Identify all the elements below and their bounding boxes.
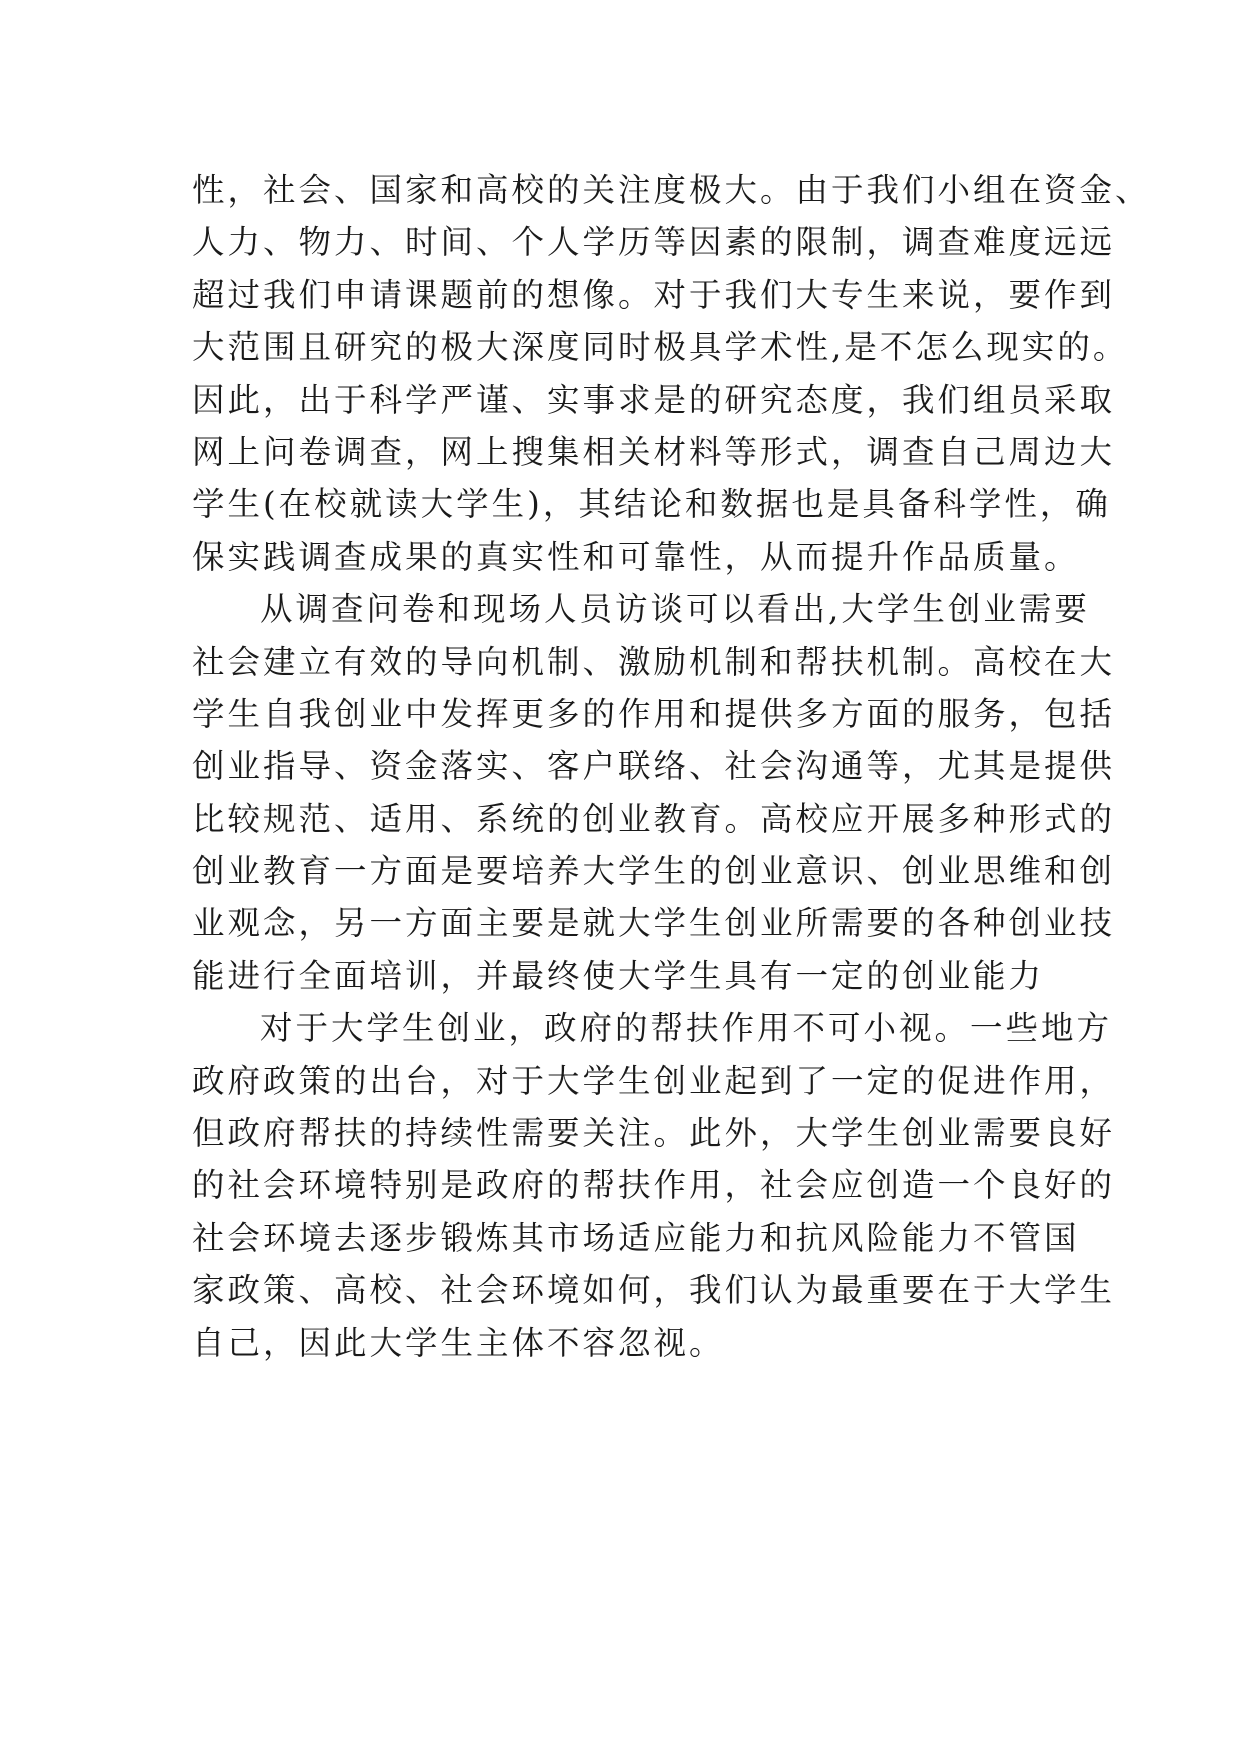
text-line: 性，社会、国家和高校的关注度极大。由于我们小组在资金、 bbox=[192, 171, 1151, 209]
text-line: 创业教育一方面是要培养大学生的创业意识、创业思维和创 bbox=[192, 852, 1116, 891]
text-line: 政府政策的出台，对于大学生创业起到了一定的促进作用， bbox=[192, 1061, 1116, 1100]
text-line: 能进行全面培训，并最终使大学生具有一定的创业能力 bbox=[192, 956, 1045, 995]
text-line: 学生(在校就读大学生)，其结论和数据也是具备科学性，确 bbox=[192, 485, 1111, 524]
paragraph-2 bbox=[192, 583, 1116, 1002]
text-line: 但政府帮扶的持续性需要关注。此外，大学生创业需要良好 bbox=[192, 1114, 1116, 1153]
text-line: 业观念，另一方面主要是就大学生创业所需要的各种创业技 bbox=[192, 904, 1116, 943]
text-line: 社会环境去逐步锻炼其市场适应能力和抗风险能力不管国 bbox=[192, 1218, 1080, 1257]
text-line: 自己，因此大学生主体不容忽视。 bbox=[192, 1323, 725, 1362]
text-line: 超过我们申请课题前的想像。对于我们大专生来说，要作到 bbox=[192, 275, 1116, 314]
text-line: 比较规范、适用、系统的创业教育。高校应开展多种形式的 bbox=[192, 799, 1116, 838]
text-line: 家政策、高校、社会环境如何，我们认为最重要在于大学生 bbox=[192, 1271, 1116, 1310]
text-line: 的社会环境特别是政府的帮扶作用，社会应创造一个良好的 bbox=[192, 1166, 1116, 1205]
paragraph-1 bbox=[192, 164, 1151, 583]
text-line: 保实践调查成果的真实性和可靠性，从而提升作品质量。 bbox=[192, 537, 1080, 576]
text-line: 创业指导、资金落实、客户联络、社会沟通等，尤其是提供 bbox=[192, 747, 1116, 786]
body-text bbox=[192, 164, 1151, 1369]
paragraph-3 bbox=[192, 1002, 1116, 1369]
text-line: 人力、物力、时间、个人学历等因素的限制，调查难度远远 bbox=[192, 223, 1116, 262]
text-line: 对于大学生创业，政府的帮扶作用不可小视。一些地方 bbox=[260, 1009, 1113, 1048]
text-line: 从调查问卷和现场人员访谈可以看出,大学生创业需要 bbox=[260, 590, 1090, 629]
text-line: 社会建立有效的导向机制、激励机制和帮扶机制。高校在大 bbox=[192, 642, 1116, 681]
text-line: 学生自我创业中发挥更多的作用和提供多方面的服务，包括 bbox=[192, 694, 1116, 733]
text-line: 因此，出于科学严谨、实事求是的研究态度，我们组员采取 bbox=[192, 380, 1116, 419]
text-line: 网上问卷调查，网上搜集相关材料等形式，调查自己周边大 bbox=[192, 432, 1116, 471]
text-line: 大范围且研究的极大深度同时极具学术性,是不怎么现实的。 bbox=[192, 328, 1129, 367]
